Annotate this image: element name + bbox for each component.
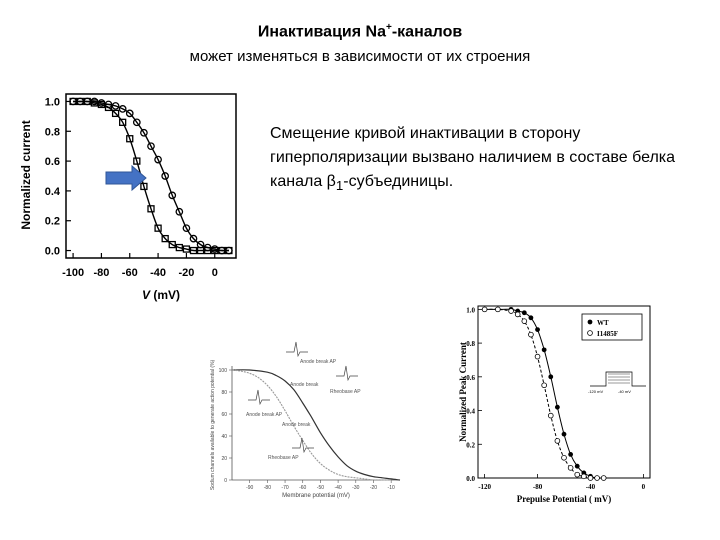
chart3-point-open <box>555 439 560 444</box>
chart3-point-open <box>601 476 606 481</box>
chart1-ylabel: Normalized current <box>19 120 33 230</box>
chart3-legend-label: WT <box>597 319 609 327</box>
chart3-point-open <box>568 465 573 470</box>
chart2-annotation: Rheobase AP <box>330 389 361 395</box>
chart2-xtick-label: -70 <box>281 485 289 491</box>
chart1-ytick-label: 0.0 <box>44 245 60 258</box>
chart3-ytick-label: 1.0 <box>466 306 475 315</box>
chart3-point-open <box>548 413 553 418</box>
chart3-point-filled <box>555 405 560 410</box>
chart2-xtick-label: -30 <box>352 485 360 491</box>
chart3-legend-marker-open <box>588 331 593 336</box>
chart1-xlabel-v: V <box>142 288 151 302</box>
chart3-ylabel: Normalized Peak Current <box>458 342 468 442</box>
chart1-ytick-label: 0.4 <box>44 185 60 198</box>
chart3-point-filled <box>575 464 580 469</box>
chart3-xtick-label: 0 <box>641 483 646 491</box>
chart1-xtick-label: -20 <box>178 267 195 279</box>
description-end: -субъединицы. <box>343 173 454 190</box>
chart3-ytick-label: 0.6 <box>466 373 475 382</box>
chart3-ytick-label: 0.0 <box>466 475 475 483</box>
chart3-point-open <box>535 354 540 359</box>
chart2-ytick-label: 40 <box>221 434 227 440</box>
chart3-ytick-label: 0.4 <box>466 407 475 416</box>
chart2-ytick-label: 80 <box>221 390 227 396</box>
chart3-point-open <box>522 319 527 324</box>
chart1-xtick-label: -60 <box>121 267 138 279</box>
title-main: Инактивация Na <box>257 23 386 41</box>
description-main: Смещение кривой инактивации в сторону гиперполяризации вызвано наличием в составе белка канала <box>270 125 676 190</box>
chart3-ytick-label: 0.8 <box>466 340 475 349</box>
chart3-point-filled <box>568 452 573 457</box>
chart3-point-open <box>581 474 586 479</box>
chart2-ytick-label: 20 <box>221 456 227 462</box>
chart2-xtick-label: -50 <box>316 485 325 491</box>
chart3-xtick-label: -120 <box>478 483 492 491</box>
chart2-ytick-label: 60 <box>221 412 227 418</box>
chart1-ytick-label: 1.0 <box>44 96 60 109</box>
chart2-annotation: Rheobase AP <box>268 455 299 461</box>
chart2-ytick-label: 0 <box>224 478 227 484</box>
chart2-xtick-label: -90 <box>246 485 254 491</box>
chart3-point-filled <box>529 315 534 320</box>
chart2-xtick-label: -80 <box>263 485 271 491</box>
chart3-xtick-label: -40 <box>585 483 596 491</box>
chart3-point-open <box>575 472 580 477</box>
chart1-xtick-label: 0 <box>211 267 218 279</box>
chart2-xtick-label: -20 <box>369 485 378 491</box>
chart3-point-open <box>588 476 593 481</box>
chart2-annotation: Anode break AP <box>300 359 337 365</box>
chart1-ytick-label: 0.2 <box>44 215 60 228</box>
title-superscript: + <box>385 22 392 33</box>
chart2-ylabel: Sodium channels available to generate action potential (%) <box>210 359 216 491</box>
chart1-xtick-label: -40 <box>150 267 167 279</box>
chart3-point-filled <box>542 347 547 352</box>
chart3-xtick-label: -80 <box>532 483 543 491</box>
chart3-point-open <box>529 332 534 337</box>
protocol-label: -40 mV <box>618 389 631 394</box>
chart2-annotation: Anode break <box>290 382 319 388</box>
chart3-point-open <box>515 312 520 317</box>
chart3-point-filled <box>522 310 527 315</box>
chart3-point-open <box>595 476 600 481</box>
chart3-point-open <box>562 455 567 460</box>
chart3-ytick-label: 0.2 <box>466 441 475 450</box>
chart1-xtick-label: -100 <box>62 267 85 279</box>
chart3-point-open <box>509 309 514 314</box>
chart2-xtick-label: -60 <box>299 485 307 491</box>
chart3-legend-label: I1485F <box>597 330 618 338</box>
chart1-ytick-label: 0.6 <box>44 156 60 169</box>
title-rest: -каналов <box>391 23 463 41</box>
chart3-legend <box>582 314 646 394</box>
chart2-xlabel: Membrane potential (mV) <box>282 493 350 499</box>
chart1-ytick-label: 0.8 <box>44 126 60 139</box>
chart3-point-filled <box>548 374 553 379</box>
chart3-legend-marker-filled <box>588 320 593 325</box>
beta-symbol: β <box>326 173 336 190</box>
chart3-xlabel: Prepulse Potential ( mV) <box>516 494 612 504</box>
slide-subtitle: может изменяться в зависимости от их строения <box>189 48 531 65</box>
chart2-xtick-label: -40 <box>334 485 342 491</box>
chart3-point-open <box>495 307 500 312</box>
chart3-point-filled <box>535 327 540 332</box>
chart2-annotation: Anode break AP <box>246 412 283 418</box>
beta-subscript: 1 <box>335 178 344 194</box>
chart2-annotation: Anode break <box>282 422 311 428</box>
chart3-point-open <box>482 307 487 312</box>
chart1-xtick-label: -80 <box>93 267 110 279</box>
protocol-label: -120 mV <box>588 389 604 394</box>
chart1-xlabel-unit: (mV) <box>150 288 181 302</box>
chart3-point-filled <box>562 432 567 437</box>
chart2-xtick-label: -10 <box>387 485 395 491</box>
chart2-ytick-label: 100 <box>218 368 227 374</box>
chart3-point-open <box>542 383 547 388</box>
